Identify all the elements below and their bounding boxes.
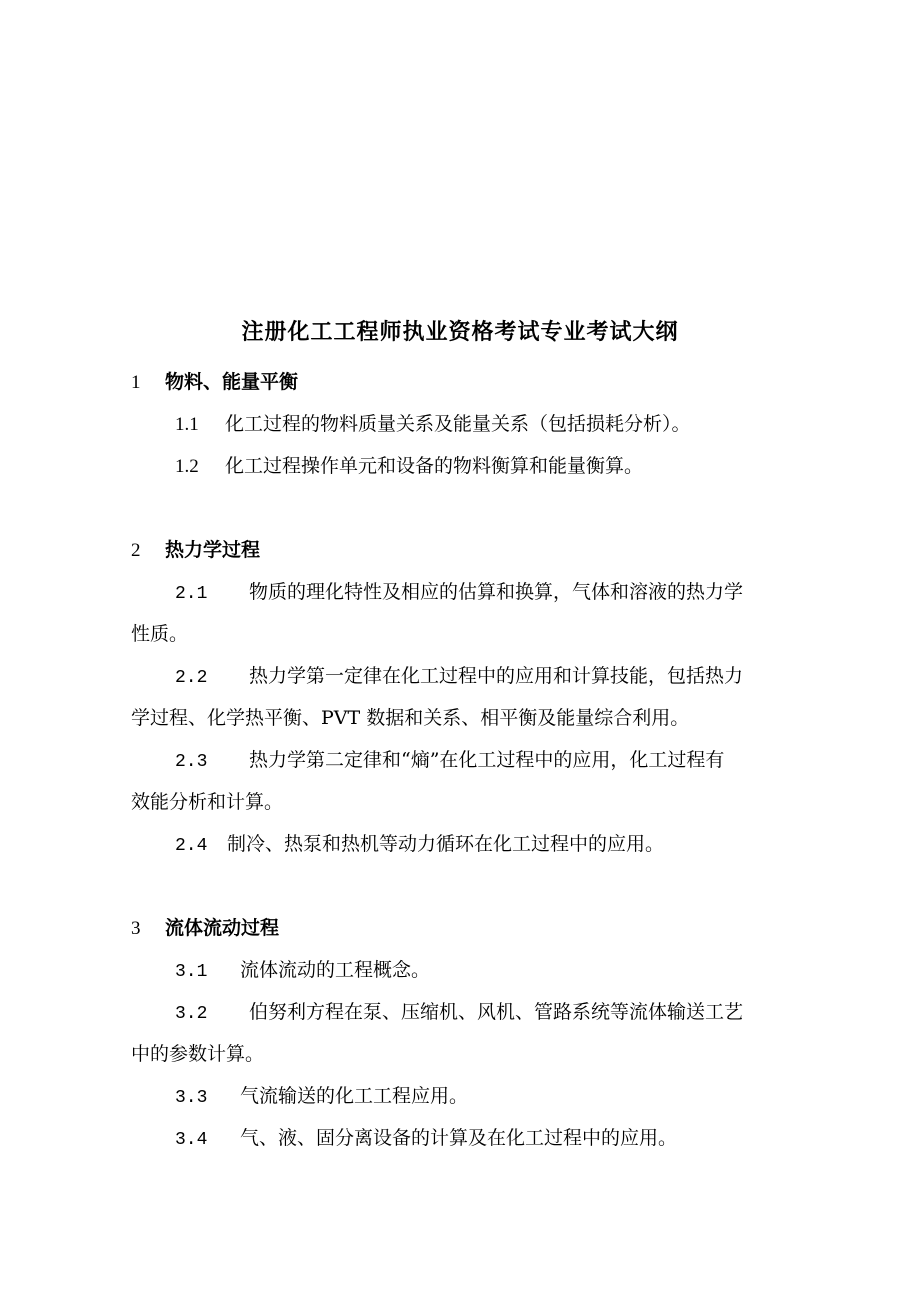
item-text: 化工过程的物料质量关系及能量关系（包括损耗分析）。 <box>225 413 691 435</box>
item-2-4 <box>175 830 664 860</box>
section-heading-2 <box>131 536 260 565</box>
item-2-1 <box>175 578 743 608</box>
section-title: 热力学过程 <box>165 539 261 561</box>
item-number: 2.2 <box>175 668 208 688</box>
item-text: 气、液、固分离设备的计算及在化工过程中的应用。 <box>240 1127 678 1149</box>
item-number: 2.4 <box>175 836 208 856</box>
section-number: 3 <box>131 918 141 939</box>
item-text: 物质的理化特性及相应的估算和换算，气体和溶液的热力学 <box>249 581 744 603</box>
item-2-1-continuation: 性质。 <box>131 623 189 645</box>
section-title: 流体流动过程 <box>165 917 280 939</box>
item-number: 2.3 <box>175 752 208 772</box>
item-text: 流体流动的工程概念。 <box>240 959 431 981</box>
item-number: 2.1 <box>175 584 208 604</box>
item-number: 3.2 <box>175 1004 208 1024</box>
document-title: 注册化工工程师执业资格考试专业考试大纲 <box>241 320 679 345</box>
section-number: 2 <box>131 540 141 561</box>
section-heading-1 <box>131 368 298 397</box>
item-text: 热力学第一定律在化工过程中的应用和计算技能，包括热力 <box>249 665 744 687</box>
section-title: 物料、能量平衡 <box>165 371 299 393</box>
item-3-4 <box>175 1124 677 1154</box>
item-text: 伯努利方程在泵、压缩机、风机、管路系统等流体输送工艺 <box>249 1001 744 1023</box>
item-3-2 <box>175 998 743 1028</box>
item-2-3 <box>175 746 724 776</box>
item-text: 化工过程操作单元和设备的物料衡算和能量衡算。 <box>225 455 644 477</box>
section-heading-3 <box>131 914 279 943</box>
item-text: 气流输送的化工工程应用。 <box>240 1085 469 1107</box>
item-text: 制冷、热泵和热机等动力循环在化工过程中的应用。 <box>227 833 665 855</box>
item-text: 热力学第二定律和“熵”在化工过程中的应用，化工过程有 <box>249 749 725 771</box>
section-number: 1 <box>131 372 141 393</box>
item-number: 3.3 <box>175 1088 208 1108</box>
item-number: 1.2 <box>175 456 199 477</box>
item-number: 3.1 <box>175 962 208 982</box>
item-1-2 <box>175 452 643 481</box>
item-3-3 <box>175 1082 468 1112</box>
item-3-2-continuation: 中的参数计算。 <box>131 1043 265 1065</box>
item-number: 3.4 <box>175 1130 208 1150</box>
item-2-3-continuation: 效能分析和计算。 <box>131 791 284 813</box>
item-1-1 <box>175 410 691 439</box>
item-2-2-continuation: 学过程、化学热平衡、PVT 数据和关系、相平衡及能量综合利用。 <box>131 707 690 729</box>
item-3-1 <box>175 956 430 986</box>
item-number: 1.1 <box>175 414 199 435</box>
item-2-2 <box>175 662 743 692</box>
